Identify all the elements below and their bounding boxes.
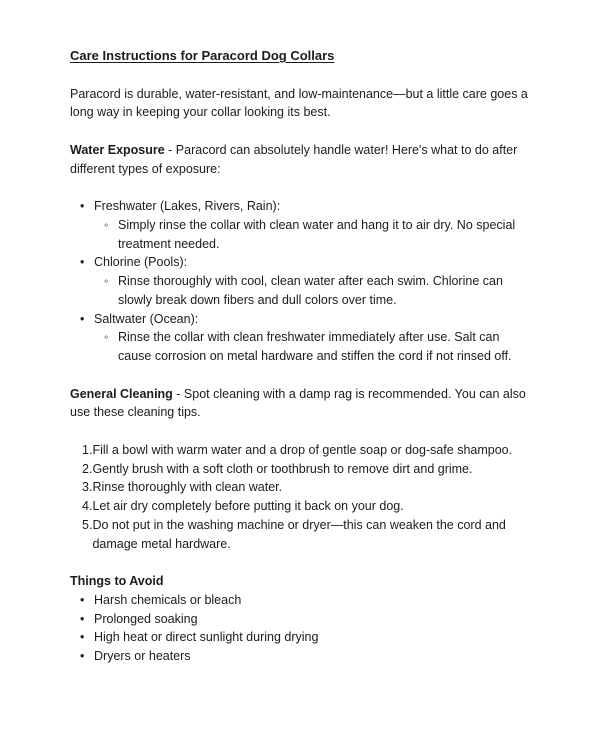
bullet-icon	[70, 628, 94, 647]
avoid-item	[70, 591, 534, 610]
step-number: 4.	[82, 499, 93, 513]
avoid-item-text: Dryers or heaters	[94, 649, 191, 663]
things-to-avoid-heading: Things to Avoid	[70, 574, 164, 588]
step-number: 5.	[82, 517, 93, 532]
step-text: Let air dry completely before putting it back on your dog.	[92, 499, 404, 513]
circle-bullet-icon	[70, 272, 118, 291]
water-exposure-text: - Paracord can absolutely handle water! Here's what to do after different types of exposure:	[70, 142, 518, 176]
list-subitem-text: Rinse the collar with clean freshwater immediately after use. Salt can cause corrosion on metal hardware and stiffen the cord if not rinsed off.	[118, 330, 512, 363]
list-item-label-row	[70, 310, 534, 329]
water-exposure-heading: Water Exposure	[70, 142, 165, 157]
step-item	[70, 460, 534, 479]
list-subitem-row	[70, 216, 534, 254]
step-text: Do not put in the washing machine or dryer—this can weaken the cord and damage metal hardware.	[92, 517, 506, 551]
bullet-icon	[70, 197, 94, 216]
step-text: Fill a bowl with warm water and a drop of gentle soap or dog-safe shampoo.	[92, 442, 513, 457]
water-exposure-paragraph	[70, 141, 534, 179]
bullet-icon	[70, 253, 94, 272]
step-item	[70, 516, 534, 554]
water-exposure-list	[70, 197, 534, 366]
step-item	[70, 497, 534, 516]
general-cleaning-heading: General Cleaning	[70, 386, 173, 401]
avoid-item-text: High heat or direct sunlight during drying	[94, 630, 319, 645]
avoid-item	[70, 647, 534, 666]
circle-bullet-icon	[70, 328, 118, 347]
list-item-saltwater	[70, 310, 534, 366]
list-item-label: Chlorine (Pools):	[94, 255, 188, 270]
step-item	[70, 478, 534, 497]
general-cleaning-paragraph	[70, 385, 534, 423]
list-subitem-row	[70, 328, 534, 366]
list-subitem-text: Rinse thoroughly with cool, clean water after each swim. Chlorine can slowly break down fibers and dull colors over time.	[118, 274, 503, 307]
list-subitem-text: Simply rinse the collar with clean water and hang it to air dry. No special treatment needed.	[118, 217, 516, 251]
bullet-icon	[70, 310, 94, 329]
step-number: 1.	[82, 442, 93, 457]
bullet-icon	[70, 647, 94, 666]
bullet-icon	[70, 591, 94, 610]
step-text: Rinse thoroughly with clean water.	[92, 480, 283, 495]
document-title: Care Instructions for Paracord Dog Collars	[70, 48, 335, 63]
avoid-item-text: Harsh chemicals or bleach	[94, 592, 242, 607]
step-number: 3.	[82, 480, 93, 495]
step-text: Gently brush with a soft cloth or toothbrush to remove dirt and grime.	[92, 461, 473, 476]
list-item-label-row	[70, 197, 534, 216]
list-item-chlorine	[70, 253, 534, 309]
general-cleaning-text: - Spot cleaning with a damp rag is recommended. You can also use these cleaning tips.	[70, 386, 526, 420]
circle-bullet-icon	[70, 216, 118, 235]
list-item-freshwater	[70, 197, 534, 253]
list-item-label: Saltwater (Ocean):	[94, 311, 199, 326]
cleaning-steps-list	[70, 441, 534, 554]
avoid-item	[70, 610, 534, 629]
step-item	[70, 441, 534, 460]
bullet-icon	[70, 610, 94, 629]
intro-paragraph: Paracord is durable, water-resistant, and low-maintenance—but a little care goes a long way in keeping your collar looking its best.	[70, 86, 528, 120]
list-subitem-row	[70, 272, 534, 310]
list-item-label-row	[70, 253, 534, 272]
things-to-avoid-list	[70, 591, 534, 666]
avoid-item-text: Prolonged soaking	[94, 611, 198, 626]
list-item-label: Freshwater (Lakes, Rivers, Rain):	[94, 199, 281, 213]
avoid-item	[70, 628, 534, 647]
step-number: 2.	[82, 461, 93, 476]
